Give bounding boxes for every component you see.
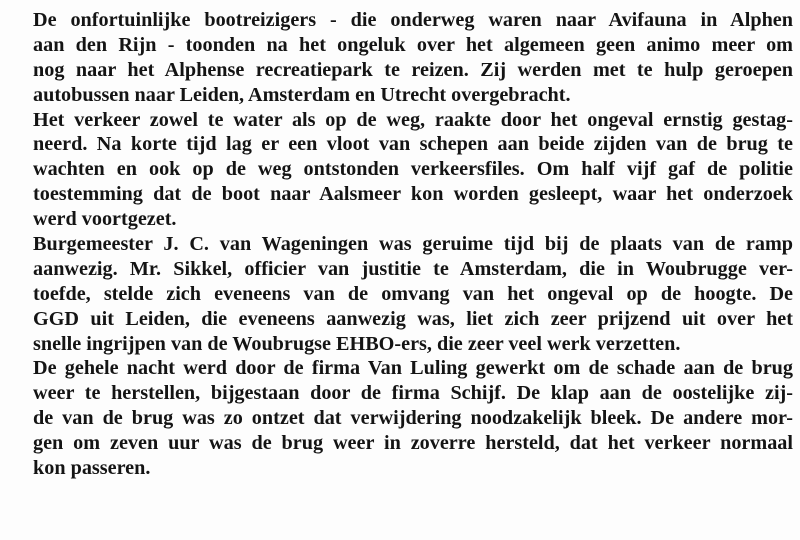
text-line: autobussen naar Leiden, Amsterdam en Utrecht overgebracht. <box>33 83 571 106</box>
text-line: Burgemeester J. C. van Wageningen was geruime tijd bij de plaats van de ramp <box>33 233 793 256</box>
text-line: aan den Rijn - toonden na het ongeluk over het algemeen geen animo meer om <box>33 33 793 56</box>
paragraph-4 <box>33 356 793 480</box>
text-line: neerd. Na korte tijd lag er een vloot van schepen aan beide zijden van de brug te <box>33 133 793 156</box>
text-line: gen om zeven uur was de brug weer in zoverre hersteld, dat het verkeer normaal <box>33 432 793 455</box>
text-line: werd voortgezet. <box>33 208 177 231</box>
text-line: weer te herstellen, bijgestaan door de firma Schijf. De klap aan de oostelijke zij- <box>33 382 793 405</box>
text-line: nog naar het Alphense recreatiepark te reizen. Zij werden met te hulp geroepen <box>33 58 793 81</box>
text-line: GGD uit Leiden, die eveneens aanwezig was, liet zich zeer prijzend uit over het <box>33 307 793 330</box>
text-line: toestemming dat de boot naar Aalsmeer kon worden gesleept, waar het onderzoek <box>33 183 793 206</box>
text-line: aanwezig. Mr. Sikkel, officier van justitie te Amsterdam, die in Woubrugge ver- <box>33 257 793 280</box>
article-text <box>33 8 793 481</box>
text-line: Het verkeer zowel te water als op de weg, raakte door het ongeval ernstig gestag- <box>33 108 793 131</box>
paragraph-1 <box>33 8 793 108</box>
text-line: kon passeren. <box>33 457 151 480</box>
text-line: De gehele nacht werd door de firma Van Luling gewerkt om de schade aan de brug <box>33 357 793 380</box>
text-line: De onfortuinlijke bootreizigers - die onderweg waren naar Avifauna in Alphen <box>33 9 793 31</box>
text-line: snelle ingrijpen van de Woubrugse EHBO-ers, die zeer veel werk verzetten. <box>33 332 681 355</box>
text-line: de van de brug was zo ontzet dat verwijdering noodzakelijk bleek. De andere mor- <box>33 407 793 430</box>
text-line: toefde, stelde zich eveneens van de omvang van het ongeval op de hoogte. De <box>33 282 793 305</box>
paragraph-2 <box>33 108 793 232</box>
text-line: wachten en ook op de weg ontstonden verkeersfiles. Om half vijf gaf de politie <box>33 158 793 181</box>
paragraph-3 <box>33 232 793 356</box>
